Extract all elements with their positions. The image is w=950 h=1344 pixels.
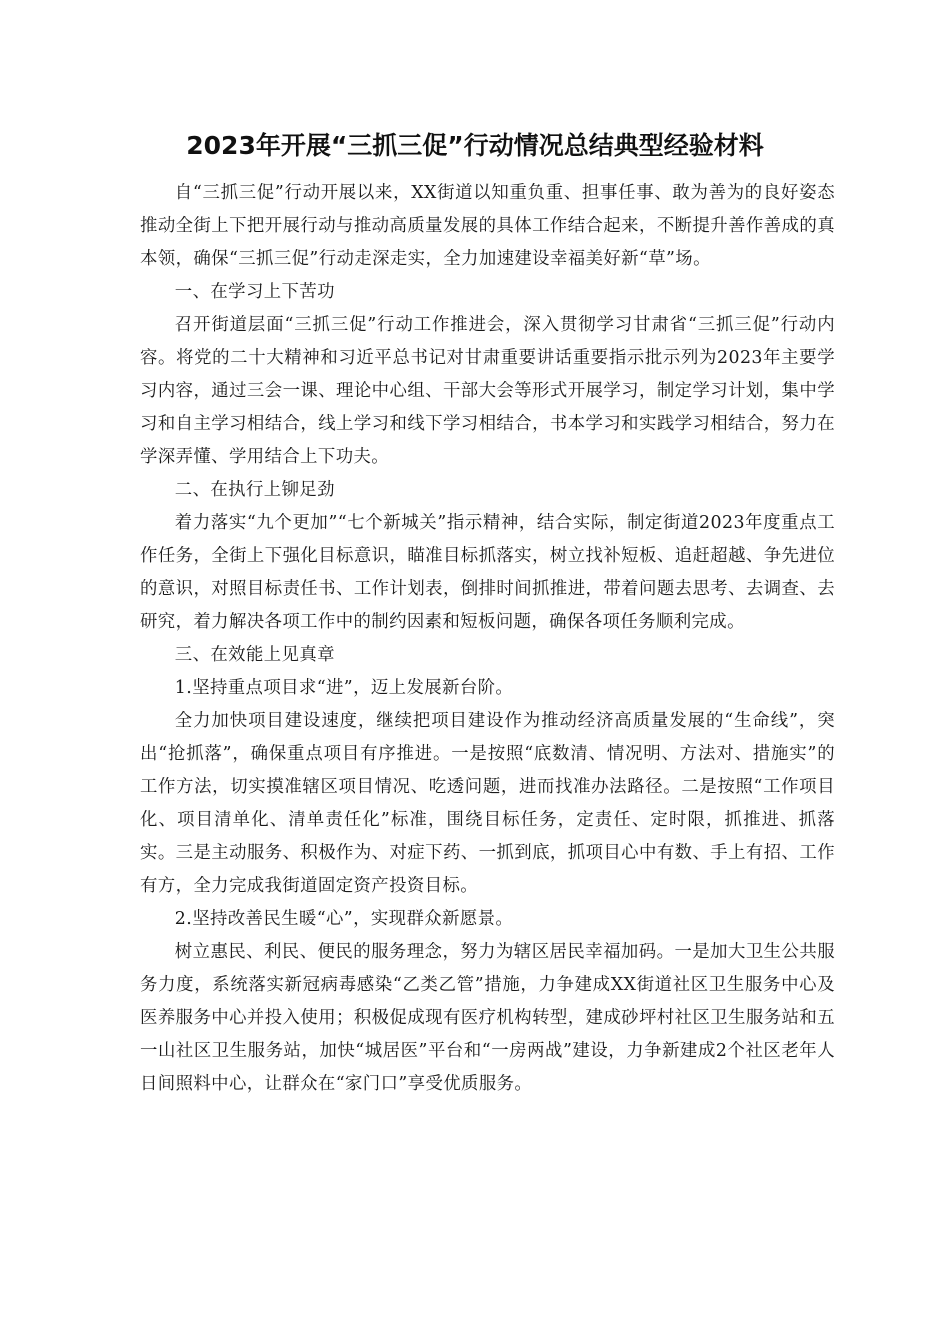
document-title: 2023年开展“三抓三促”行动情况总结典型经验材料 — [186, 131, 764, 160]
section-heading-2: 二、在执行上铆足劲 — [174, 480, 335, 500]
section-heading-1: 一、在学习上下苦功 — [174, 282, 335, 302]
paragraph-projects: 全力加快项目建设速度，继续把项目建设作为推动经济高质量发展的“生命线”，突出“抢抓落”，确保重点项目有序推进。一是按照“底数清、情况明、方法对、措施实”的工作方法，切实摸准辖区项目情况、吃透问题，进而找准办法路径。二是按照“工作项目化、项目清单化、清单责任化”标准，围绕目标任务，定责任、定时限，抓推进、抓落实。三是主动服务、积极作为、对症下药、一抓到底，抓项目心中有数、手上有招、工作有方，全力完成我街道固定资产投资目标。 — [140, 711, 835, 896]
subheading-1: 1.坚持重点项目求“进”，迈上发展新台阶。 — [174, 678, 514, 698]
paragraph-livelihood: 树立惠民、利民、便民的服务理念，努力为辖区居民幸福加码。一是加大卫生公共服务力度，系统落实新冠病毒感染“乙类乙管”措施，力争建成XX街道社区卫生服务中心及医养服务中心并投入使用；积极促成现有医疗机构转型，建成砂坪村社区卫生服务站和五一山社区卫生服务站，加快“城居医”平台和“一房两战”建设，力争新建成2个社区老年人日间照料中心，让群众在“家门口”享受优质服务。 — [140, 942, 835, 1094]
paragraph-intro: 自“三抓三促”行动开展以来，XX街道以知重负重、担事任事、敢为善为的良好姿态推动全街上下把开展行动与推动高质量发展的具体工作结合起来，不断提升善作善成的真本领，确保“三抓三促”行动走深走实，全力加速建设幸福美好新“草”场。 — [140, 183, 835, 269]
document-body — [140, 177, 835, 1101]
paragraph-execution: 着力落实“九个更加”“七个新城关”指示精神，结合实际，制定街道2023年度重点工作任务，全街上下强化目标意识，瞄准目标抓落实，树立找补短板、追赶超越、争先进位的意识，对照目标责任书、工作计划表，倒排时间抓推进，带着问题去思考、去调查、去研究，着力解决各项工作中的制约因素和短板问题，确保各项任务顺利完成。 — [140, 513, 835, 632]
subheading-2: 2.坚持改善民生暖“心”，实现群众新愿景。 — [174, 909, 514, 929]
section-heading-3: 三、在效能上见真章 — [174, 645, 335, 665]
paragraph-study: 召开街道层面“三抓三促”行动工作推进会，深入贯彻学习甘肃省“三抓三促”行动内容。将党的二十大精神和习近平总书记对甘肃重要讲话重要指示批示列为2023年主要学习内容，通过三会一课、理论中心组、干部大会等形式开展学习，制定学习计划，集中学习和自主学习相结合，线上学习和线下学习相结合，书本学习和实践学习相结合，努力在学深弄懂、学用结合上下功夫。 — [140, 315, 835, 467]
